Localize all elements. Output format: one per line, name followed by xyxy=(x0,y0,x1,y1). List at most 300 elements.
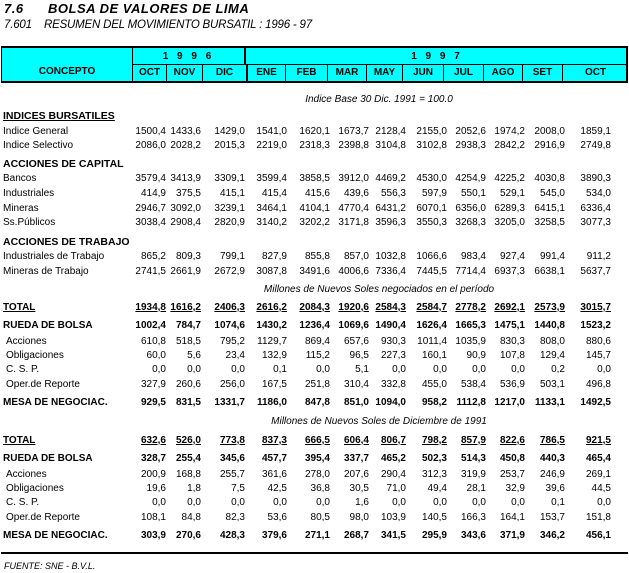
section-capital xyxy=(0,157,629,171)
cell-nov-1: 84,8 xyxy=(181,512,201,523)
cell-mar-5: 657,6 xyxy=(343,336,369,347)
cell-nov-1: 375,5 xyxy=(175,188,201,199)
cell-ene-3: 2219,0 xyxy=(256,140,287,151)
cell-jun-7: 49,4 xyxy=(427,483,447,494)
cell-set-10: 346,2 xyxy=(539,530,565,541)
table-row-mineras-trabajo xyxy=(0,265,629,279)
cell-ene-3: 167,5 xyxy=(261,379,287,390)
row-label: Obligaciones xyxy=(6,483,64,494)
subtitle-text: RESUMEN DEL MOVIMIENTO BURSATIL : 1996 - 97 xyxy=(44,19,312,31)
cell-oct-11: 3077,3 xyxy=(580,217,611,228)
cell-ago-9: 0,0 xyxy=(511,497,525,508)
cell-nov-1: 168,8 xyxy=(175,469,201,480)
cell-mar-5: 207,6 xyxy=(343,469,369,480)
cell-jul-8: 1035,9 xyxy=(455,336,486,347)
cell-mar-5: 5,1 xyxy=(355,364,369,375)
cell-set-10: 6638,1 xyxy=(534,266,565,277)
cell-ene-3: 827,9 xyxy=(261,251,287,262)
cell-ene-3: 132,9 xyxy=(261,350,287,361)
cell-oct-11: 2749,8 xyxy=(580,140,611,151)
cell-jul-8: 6356,0 xyxy=(455,203,486,214)
row-label: MESA DE NEGOCIAC. xyxy=(3,530,108,541)
cell-nov-1: 3092,0 xyxy=(170,203,201,214)
section-label: INDICES BURSATILES xyxy=(3,110,115,122)
subtitle-number: 7.601 xyxy=(4,19,32,31)
cell-may-6: 7336,4 xyxy=(375,266,406,277)
cell-dic-2: 2820,9 xyxy=(214,217,245,228)
cell-jun-7: 502,3 xyxy=(421,453,447,464)
cell-ago-9: 0,0 xyxy=(511,364,525,375)
cell-mar-5: 439,6 xyxy=(343,188,369,199)
cell-ene-3: 53,6 xyxy=(267,512,287,523)
cell-jun-7: 312,3 xyxy=(421,469,447,480)
cell-feb-4: 3858,5 xyxy=(299,173,330,184)
cell-oct-11: 0,0 xyxy=(597,497,611,508)
row-label: TOTAL xyxy=(3,302,36,313)
header-year-1996: 1 9 9 6 xyxy=(132,48,246,65)
cell-ene-3: 457,7 xyxy=(261,453,287,464)
cell-jun-7: 140,5 xyxy=(421,512,447,523)
cell-jun-7: 160,1 xyxy=(421,350,447,361)
cell-oct-11: 456,1 xyxy=(585,530,611,541)
cell-may-6: 103,9 xyxy=(380,512,406,523)
cell-oct-11: 145,7 xyxy=(585,350,611,361)
cell-oct-0: 328,7 xyxy=(140,453,166,464)
cell-ago-9: 1475,1 xyxy=(494,320,525,331)
cell-nov-1: 5,6 xyxy=(187,350,201,361)
title-text: BOLSA DE VALORES DE LIMA xyxy=(48,1,250,16)
cell-dic-2: 799,1 xyxy=(219,251,245,262)
cell-mar-5: 1920,6 xyxy=(338,302,369,313)
cell-ago-9: 830,3 xyxy=(499,336,525,347)
cell-oct-11: 0,0 xyxy=(597,364,611,375)
cell-dic-2: 23,4 xyxy=(225,350,245,361)
row-label: Industriales de Trabajo xyxy=(3,251,105,262)
cell-oct-11: 921,5 xyxy=(585,435,611,446)
cell-jul-8: 0,0 xyxy=(472,364,486,375)
cell-oct-0: 200,9 xyxy=(140,469,166,480)
cell-feb-4: 415,6 xyxy=(304,188,330,199)
cell-dic-2: 2672,9 xyxy=(214,266,245,277)
cell-oct-11: 880,6 xyxy=(585,336,611,347)
cell-jul-8: 1665,3 xyxy=(455,320,486,331)
title-number: 7.6 xyxy=(4,1,24,16)
cell-ene-3: 0,1 xyxy=(273,364,287,375)
cell-set-10: 503,1 xyxy=(539,379,565,390)
cell-mar-5: 1069,6 xyxy=(338,320,369,331)
table-row-n-reporte xyxy=(0,378,629,392)
cell-nov-1: 518,5 xyxy=(175,336,201,347)
cell-may-6: 806,7 xyxy=(380,435,406,446)
cell-may-6: 0,0 xyxy=(392,364,406,375)
cell-feb-4: 2084,3 xyxy=(299,302,330,313)
cell-oct-0: 2741,5 xyxy=(135,266,166,277)
row-label: C. S. P. xyxy=(6,364,40,375)
cell-oct-0: 3038,4 xyxy=(135,217,166,228)
cell-ene-3: 1430,2 xyxy=(256,320,287,331)
cell-jun-7: 295,9 xyxy=(421,530,447,541)
table-row-indice-selectivo xyxy=(0,139,629,153)
cell-feb-4: 278,0 xyxy=(304,469,330,480)
cell-jun-7: 0,0 xyxy=(433,497,447,508)
table-row-r-acciones xyxy=(0,468,629,482)
cell-ago-9: 927,4 xyxy=(499,251,525,262)
row-label: Bancos xyxy=(3,173,37,184)
cell-jul-8: 550,1 xyxy=(460,188,486,199)
row-label: Oper.de Reporte xyxy=(6,379,80,390)
cell-set-10: 3258,5 xyxy=(534,217,565,228)
row-label: Oper.de Reporte xyxy=(6,512,80,523)
cell-nov-1: 2908,4 xyxy=(170,217,201,228)
cell-nov-1: 831,5 xyxy=(175,397,201,408)
header-month-may-6: MAY xyxy=(366,65,402,81)
cell-oct-11: 1523,2 xyxy=(580,320,611,331)
cell-nov-1: 526,0 xyxy=(175,435,201,446)
cell-feb-4: 666,5 xyxy=(304,435,330,446)
section-label: ACCIONES DE TRABAJO xyxy=(3,236,130,248)
cell-ago-9: 164,1 xyxy=(499,512,525,523)
cell-oct-11: 44,5 xyxy=(591,483,611,494)
cell-may-6: 556,3 xyxy=(380,188,406,199)
cell-oct-0: 2086,0 xyxy=(135,140,166,151)
cell-may-6: 930,3 xyxy=(380,336,406,347)
cell-oct-11: 5637,7 xyxy=(580,266,611,277)
cell-nov-1: 260,6 xyxy=(175,379,201,390)
cell-ago-9: 107,8 xyxy=(499,350,525,361)
row-label: Indice General xyxy=(3,126,69,137)
section-label: ACCIONES DE CAPITAL xyxy=(3,158,124,170)
cell-ago-9: 450,8 xyxy=(499,453,525,464)
header-month-oct-0: OCT xyxy=(132,65,166,81)
cell-nov-1: 1616,2 xyxy=(170,302,201,313)
cell-jul-8: 538,4 xyxy=(460,379,486,390)
cell-mar-5: 268,7 xyxy=(343,530,369,541)
cell-dic-2: 428,3 xyxy=(219,530,245,541)
table-row-r-rueda xyxy=(0,452,629,466)
cell-ene-3: 379,6 xyxy=(261,530,287,541)
cell-ago-9: 32,9 xyxy=(505,483,525,494)
cell-nov-1: 784,7 xyxy=(175,320,201,331)
table-row-n-mesa xyxy=(0,396,629,410)
cell-feb-4: 855,8 xyxy=(304,251,330,262)
cell-set-10: 2008,0 xyxy=(534,126,565,137)
cell-nov-1: 809,3 xyxy=(175,251,201,262)
header-month-ene-3: ENE xyxy=(246,65,285,81)
cell-jul-8: 90,9 xyxy=(466,350,486,361)
row-label: Ss.Públicos xyxy=(3,217,56,228)
table-row-r-total xyxy=(0,434,629,448)
cell-may-6: 227,3 xyxy=(380,350,406,361)
cell-feb-4: 271,1 xyxy=(304,530,330,541)
cell-set-10: 808,0 xyxy=(539,336,565,347)
table-row-r-reporte xyxy=(0,511,629,525)
cell-set-10: 4030,8 xyxy=(534,173,565,184)
cell-jun-7: 1011,4 xyxy=(417,336,447,347)
cell-mar-5: 1,6 xyxy=(355,497,369,508)
cell-ene-3: 837,3 xyxy=(261,435,287,446)
cell-feb-4: 251,8 xyxy=(304,379,330,390)
cell-dic-2: 773,8 xyxy=(219,435,245,446)
cell-feb-4: 0,0 xyxy=(316,497,330,508)
table-row-industriales xyxy=(0,187,629,201)
cell-nov-1: 255,4 xyxy=(175,453,201,464)
cell-nov-1: 2028,2 xyxy=(170,140,201,151)
cell-may-6: 3596,3 xyxy=(375,217,406,228)
cell-ene-3: 0,0 xyxy=(273,497,287,508)
cell-oct-11: 3890,3 xyxy=(580,173,611,184)
cell-jun-7: 3550,3 xyxy=(416,217,447,228)
cell-nov-1: 0,0 xyxy=(187,497,201,508)
cell-ago-9: 371,9 xyxy=(499,530,525,541)
table-row-ss-publicos xyxy=(0,216,629,230)
cell-jun-7: 2584,7 xyxy=(416,302,447,313)
cell-jun-7: 597,9 xyxy=(421,188,447,199)
table-subtitle xyxy=(4,19,312,31)
cell-jun-7: 798,2 xyxy=(421,435,447,446)
cell-may-6: 71,0 xyxy=(386,483,406,494)
cell-ene-3: 1129,7 xyxy=(257,336,287,347)
cell-dic-2: 7,5 xyxy=(231,483,245,494)
cell-may-6: 290,4 xyxy=(380,469,406,480)
cell-oct-11: 534,0 xyxy=(585,188,611,199)
section-indices xyxy=(0,109,629,123)
cell-ene-3: 3087,8 xyxy=(256,266,287,277)
row-label: Obligaciones xyxy=(6,350,64,361)
table-row-r-obligaciones xyxy=(0,482,629,496)
cell-oct-11: 6336,4 xyxy=(580,203,611,214)
cell-ene-3: 361,6 xyxy=(261,469,287,480)
cell-feb-4: 115,2 xyxy=(305,350,330,361)
cell-mar-5: 30,5 xyxy=(349,483,369,494)
header-month-dic-2: DIC xyxy=(202,65,246,81)
cell-set-10: 153,7 xyxy=(539,512,565,523)
cell-oct-0: 865,2 xyxy=(140,251,166,262)
cell-set-10: 2916,9 xyxy=(534,140,565,151)
cell-feb-4: 0,0 xyxy=(316,364,330,375)
cell-mar-5: 337,7 xyxy=(343,453,369,464)
header-month-oct-11: OCT xyxy=(562,65,628,81)
cell-ago-9: 6937,3 xyxy=(494,266,525,277)
table-row-n-acciones xyxy=(0,335,629,349)
cell-oct-11: 151,8 xyxy=(585,512,611,523)
cell-set-10: 6415,1 xyxy=(534,203,565,214)
cell-jun-7: 3102,8 xyxy=(416,140,447,151)
cell-dic-2: 82,3 xyxy=(225,512,245,523)
cell-oct-0: 19,6 xyxy=(146,483,166,494)
cell-jul-8: 28,1 xyxy=(466,483,486,494)
cell-dic-2: 795,2 xyxy=(219,336,245,347)
cell-set-10: 0,2 xyxy=(551,364,565,375)
cell-jun-7: 4530,0 xyxy=(416,173,447,184)
cell-ago-9: 4225,2 xyxy=(494,173,525,184)
cell-dic-2: 1074,6 xyxy=(214,320,245,331)
cell-mar-5: 310,4 xyxy=(343,379,369,390)
row-label: Mineras xyxy=(3,203,39,214)
cell-set-10: 39,6 xyxy=(545,483,565,494)
cell-jun-7: 6070,1 xyxy=(416,203,447,214)
cell-ago-9: 1974,2 xyxy=(494,126,525,137)
note-index-base: Indice Base 30 Dic. 1991 = 100.0 xyxy=(305,94,453,105)
row-label: RUEDA DE BOLSA xyxy=(3,320,93,331)
header-month-mar-5: MAR xyxy=(327,65,366,81)
cell-dic-2: 3309,1 xyxy=(214,173,245,184)
cell-jul-8: 2052,6 xyxy=(455,126,486,137)
cell-ago-9: 3205,0 xyxy=(494,217,525,228)
bottom-rule xyxy=(1,552,628,554)
header-month-jun-7: JUN xyxy=(402,65,443,81)
cell-oct-0: 1500,4 xyxy=(135,126,166,137)
cell-dic-2: 256,0 xyxy=(219,379,245,390)
cell-jul-8: 7714,4 xyxy=(455,266,486,277)
cell-set-10: 440,3 xyxy=(539,453,565,464)
cell-ago-9: 1217,0 xyxy=(494,397,525,408)
cell-jun-7: 958,2 xyxy=(421,397,447,408)
cell-jul-8: 4254,9 xyxy=(455,173,486,184)
cell-feb-4: 847,8 xyxy=(304,397,330,408)
cell-oct-11: 3015,7 xyxy=(580,302,611,313)
table-row-r-mesa xyxy=(0,529,629,543)
cell-jul-8: 2938,3 xyxy=(455,140,486,151)
cell-dic-2: 0,0 xyxy=(231,497,245,508)
source-footer: FUENTE: SNE - B.V.L. xyxy=(4,561,96,571)
cell-mar-5: 3912,0 xyxy=(338,173,369,184)
cell-feb-4: 3491,6 xyxy=(299,266,330,277)
cell-feb-4: 869,4 xyxy=(304,336,330,347)
cell-ago-9: 529,1 xyxy=(499,188,525,199)
cell-dic-2: 255,7 xyxy=(219,469,245,480)
cell-ene-3: 42,5 xyxy=(267,483,287,494)
cell-feb-4: 395,4 xyxy=(304,453,330,464)
cell-mar-5: 2398,8 xyxy=(338,140,369,151)
header-year-1997: 1 9 9 7 xyxy=(246,48,628,65)
cell-dic-2: 2406,3 xyxy=(214,302,245,313)
cell-mar-5: 606,4 xyxy=(343,435,369,446)
cell-jul-8: 0,0 xyxy=(472,497,486,508)
cell-jul-8: 166,3 xyxy=(460,512,486,523)
table-row-n-rueda xyxy=(0,319,629,333)
cell-feb-4: 3202,2 xyxy=(299,217,330,228)
cell-oct-11: 911,2 xyxy=(586,251,611,262)
header-month-set-10: SET xyxy=(522,65,562,81)
table-row-indice-general xyxy=(0,125,629,139)
table-header xyxy=(1,46,628,83)
cell-may-6: 2584,3 xyxy=(375,302,406,313)
cell-set-10: 0,1 xyxy=(551,497,565,508)
cell-set-10: 129,4 xyxy=(539,350,565,361)
cell-set-10: 1133,1 xyxy=(534,397,565,408)
cell-jun-7: 0,0 xyxy=(433,364,447,375)
cell-ago-9: 2692,1 xyxy=(494,302,525,313)
cell-dic-2: 345,6 xyxy=(219,453,245,464)
cell-feb-4: 1620,1 xyxy=(299,126,330,137)
row-label: Indice Selectivo xyxy=(3,140,74,151)
cell-may-6: 1490,4 xyxy=(375,320,406,331)
row-label: RUEDA DE BOLSA xyxy=(3,453,93,464)
cell-set-10: 1440,8 xyxy=(534,320,565,331)
cell-jul-8: 514,3 xyxy=(460,453,486,464)
cell-dic-2: 2015,3 xyxy=(214,140,245,151)
cell-set-10: 991,4 xyxy=(539,251,565,262)
cell-set-10: 246,9 xyxy=(539,469,565,480)
cell-may-6: 4469,2 xyxy=(375,173,406,184)
cell-mar-5: 851,0 xyxy=(343,397,369,408)
table-row-bancos xyxy=(0,172,629,186)
cell-oct-0: 929,5 xyxy=(140,397,166,408)
cell-set-10: 545,0 xyxy=(539,188,565,199)
header-month-feb-4: FEB xyxy=(285,65,327,81)
cell-jul-8: 343,6 xyxy=(460,530,486,541)
cell-oct-11: 269,1 xyxy=(585,469,611,480)
note-nominal: Millones de Nuevos Soles negociados en el período xyxy=(263,284,495,295)
cell-mar-5: 857,0 xyxy=(343,251,369,262)
cell-nov-1: 3413,9 xyxy=(170,173,201,184)
cell-nov-1: 2661,9 xyxy=(170,266,201,277)
cell-may-6: 1094,0 xyxy=(375,397,406,408)
cell-oct-0: 0,0 xyxy=(152,364,166,375)
cell-mar-5: 3171,8 xyxy=(338,217,369,228)
cell-jun-7: 455,0 xyxy=(421,379,447,390)
table-row-n-total xyxy=(0,301,629,315)
cell-set-10: 786,5 xyxy=(539,435,565,446)
cell-nov-1: 0,0 xyxy=(187,364,201,375)
cell-set-10: 2573,9 xyxy=(534,302,565,313)
table-row-mineras xyxy=(0,202,629,216)
table-row-n-csp xyxy=(0,363,629,377)
cell-ene-3: 3140,2 xyxy=(256,217,287,228)
cell-ago-9: 2842,2 xyxy=(494,140,525,151)
row-label: TOTAL xyxy=(3,435,36,446)
cell-ene-3: 3464,1 xyxy=(256,203,287,214)
cell-nov-1: 1,8 xyxy=(187,483,201,494)
cell-oct-0: 1934,8 xyxy=(135,302,166,313)
cell-may-6: 341,5 xyxy=(380,530,406,541)
table-row-r-csp xyxy=(0,496,629,510)
row-label: C. S. P. xyxy=(6,497,40,508)
cell-dic-2: 3239,1 xyxy=(214,203,245,214)
row-label: MESA DE NEGOCIAC. xyxy=(3,397,108,408)
cell-mar-5: 1673,7 xyxy=(338,126,369,137)
cell-feb-4: 80,5 xyxy=(310,512,330,523)
row-label: Acciones xyxy=(6,469,47,480)
cell-dic-2: 0,0 xyxy=(231,364,245,375)
cell-ene-3: 3599,4 xyxy=(256,173,287,184)
cell-may-6: 3104,8 xyxy=(375,140,406,151)
cell-oct-0: 2946,7 xyxy=(135,203,166,214)
cell-dic-2: 1429,0 xyxy=(214,126,245,137)
cell-mar-5: 96,5 xyxy=(349,350,369,361)
cell-may-6: 1032,8 xyxy=(375,251,406,262)
cell-oct-11: 1492,5 xyxy=(580,397,611,408)
cell-dic-2: 1331,7 xyxy=(214,397,245,408)
header-month-nov-1: NOV xyxy=(166,65,202,81)
cell-oct-0: 3579,4 xyxy=(135,173,166,184)
cell-feb-4: 1236,4 xyxy=(299,320,330,331)
cell-jun-7: 2155,0 xyxy=(416,126,447,137)
header-concepto: CONCEPTO xyxy=(38,66,96,77)
cell-ago-9: 536,9 xyxy=(499,379,525,390)
cell-ago-9: 822,6 xyxy=(499,435,525,446)
cell-jun-7: 1066,6 xyxy=(416,251,447,262)
cell-jul-8: 2778,2 xyxy=(455,302,486,313)
cell-ago-9: 253,7 xyxy=(499,469,525,480)
cell-nov-1: 270,6 xyxy=(175,530,201,541)
note-real: Millones de Nuevos Soles de Diciembre de 1991 xyxy=(271,416,487,427)
cell-mar-5: 4770,4 xyxy=(338,203,369,214)
row-label: Acciones xyxy=(6,336,47,347)
cell-may-6: 465,2 xyxy=(380,453,406,464)
cell-nov-1: 1433,6 xyxy=(170,126,201,137)
cell-jul-8: 983,4 xyxy=(460,251,486,262)
